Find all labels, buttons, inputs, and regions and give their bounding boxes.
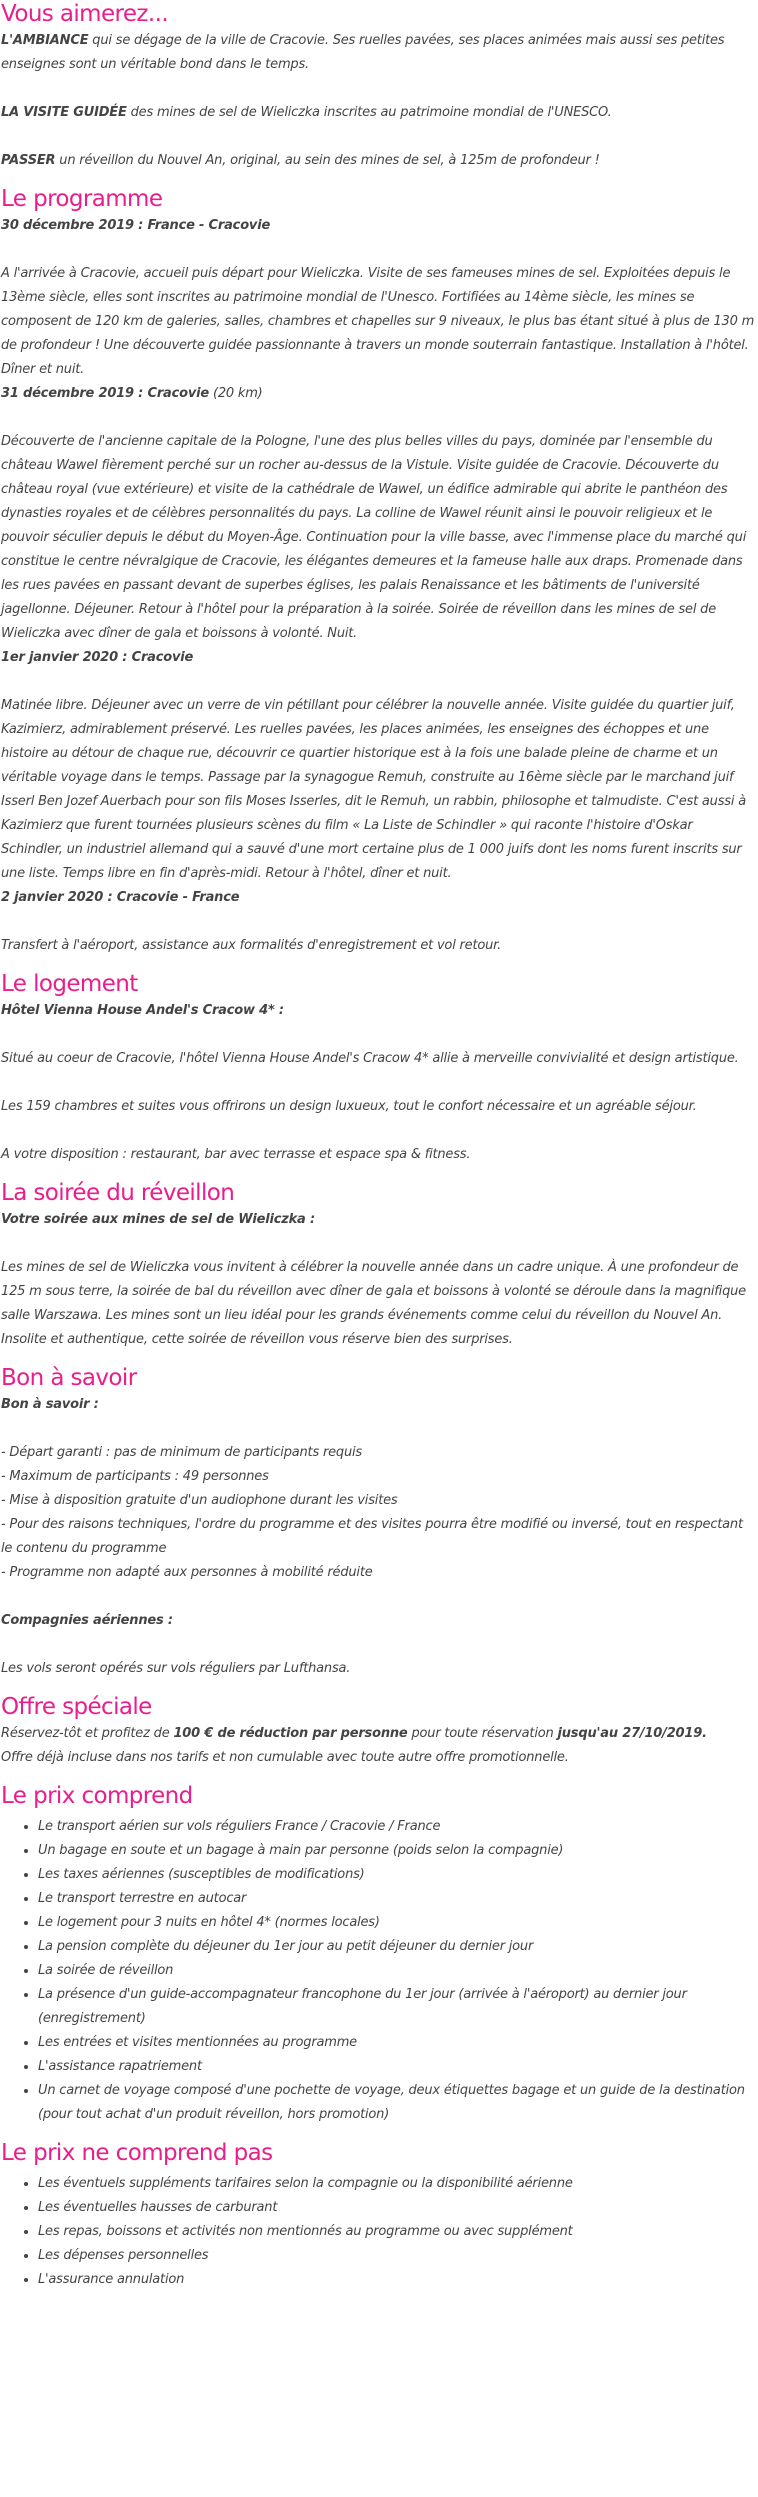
list-item: • L'assistance rapatriement — [38, 2055, 758, 2079]
ambiance-lead: L'AMBIANCE — [1, 33, 89, 48]
list-item: • Les dépenses personnelles — [38, 2244, 758, 2268]
list-item: • Les éventuels suppléments tarifaires selon la compagnie ou la disponibilité aérienne — [38, 2172, 758, 2196]
list-item: • Le logement pour 3 nuits en hôtel 4* (normes locales) — [38, 1911, 758, 1935]
day-heading: 1er janvier 2020 : Cracovie — [1, 650, 194, 665]
savoir-item: - Départ garanti : pas de minimum de participants requis — [1, 1445, 362, 1460]
list-item: • Les repas, boissons et activités non mentionnés au programme ou avec supplément — [38, 2220, 758, 2244]
list-item: • Un bagage en soute et un bagage à main par personne (poids selon la compagnie) — [38, 1839, 758, 1863]
list-item: • La présence d'un guide-accompagnateur francophone du 1er jour (arrivée à l'aéroport) au dernier jour (enregistrement) — [38, 1983, 758, 2031]
soiree-heading: Votre soirée aux mines de sel de Wieliczka : — [1, 1212, 315, 1227]
savoir-item: - Pour des raisons techniques, l'ordre du programme et des visites pourra être modifié ou inversé, tout en respectant le contenu du programme — [1, 1517, 743, 1556]
section-logement — [0, 970, 758, 1167]
list-item: • Le transport terrestre en autocar — [38, 1887, 758, 1911]
section-title: Le programme — [1, 186, 163, 212]
list-item: • Les entrées et visites mentionnées au programme — [38, 2031, 758, 2055]
list-item: • L'assurance annulation — [38, 2268, 758, 2292]
hotel-name: Hôtel Vienna House Andel's Cracow 4* : — [1, 1003, 284, 1018]
list-item: • Les taxes aériennes (susceptibles de modifications) — [38, 1863, 758, 1887]
section-programme — [0, 185, 758, 958]
day-text: Découverte de l'ancienne capitale de la Pologne, l'une des plus belles villes du pays, dominée par l'ensemble du château Wawel fièrement perché sur un rocher au-dessus de la Vistule. Visite guidée de Cracovie. Découverte du château royal (vue extérieure) et visite de la cathédrale de Wawel, un édifice admirable qui abrite le panthéon des dynasties royales et de célèbres personnalités du pays. La colline de Wawel réunit ainsi le pouvoir religieux et le pouvoir séculier depuis le début du Moyen-Âge. Continuation pour la ville basse, avec l'immense place du marché qui constitue le centre névralgique de Cracovie, les élégantes demeures et la fameuse halle aux draps. Promenade dans les rues pavées en passant devant de superbes églises, les palais Renaissance et les bâtiments de l'université jagellonne. Déjeuner. Retour à l'hôtel pour la préparation à la soirée. Soirée de réveillon dans les mines de sel de Wieliczka avec dîner de gala et boissons à volonté. Nuit. — [1, 434, 747, 641]
ambiance-paragraph: L'AMBIANCE qui se dégage de la ville de Cracovie. Ses ruelles pavées, ses places animées mais aussi ses petites enseignes sont un véritable bond dans le temps. — [1, 33, 725, 72]
day-heading: 30 décembre 2019 : France - Cracovie — [1, 218, 271, 233]
section-aimerez — [0, 0, 758, 173]
savoir-item: - Mise à disposition gratuite d'un audiophone durant les visites — [1, 1493, 398, 1508]
offre-line: Réservez-tôt et profitez de 100 € de réduction par personne pour toute réservation jusqu'au 27/10/2019. — [1, 1726, 707, 1741]
offre-amount: 100 € de réduction par personne — [173, 1726, 408, 1741]
section-title: Le logement — [1, 971, 138, 997]
savoir-item: - Maximum de participants : 49 personnes — [1, 1469, 269, 1484]
section-savoir — [0, 1364, 758, 1681]
section-title: Vous aimerez... — [1, 1, 169, 27]
offre-date: jusqu'au 27/10/2019. — [557, 1726, 707, 1741]
passer-lead: PASSER — [1, 153, 56, 168]
list-item: • Un carnet de voyage composé d'une pochette de voyage, deux étiquettes bagage et un guide de la destination (pour tout achat d'un produit réveillon, hors promotion) — [38, 2079, 758, 2127]
visite-lead: LA VISITE GUIDÉE — [1, 105, 127, 120]
list-item: • Le transport aérien sur vols réguliers France / Cracovie / France — [38, 1815, 758, 1839]
list-item: • Les éventuelles hausses de carburant — [38, 2196, 758, 2220]
list-item: • La pension complète du déjeuner du 1er jour au petit déjeuner du dernier jour — [38, 1935, 758, 1959]
hotel-paragraph: Les 159 chambres et suites vous offrirons un design luxueux, tout le confort nécessaire et un agréable séjour. — [1, 1099, 697, 1114]
comprend-list — [0, 1815, 758, 2127]
list-item: • La soirée de réveillon — [38, 1959, 758, 1983]
soiree-text: Les mines de sel de Wieliczka vous invitent à célébrer la nouvelle année dans un cadre unique. À une profondeur de 125 m sous terre, la soirée de bal du réveillon avec dîner de gala et boissons à volonté se déroule dans la magnifique salle Warszawa. Les mines sont un lieu idéal pour les grands événements comme celui du réveillon du Nouvel An. Insolite et authentique, cette soirée de réveillon vous réserve bien des surprises. — [1, 1260, 746, 1347]
compagnies-text: Les vols seront opérés sur vols réguliers par Lufthansa. — [1, 1661, 351, 1676]
savoir-item: - Programme non adapté aux personnes à mobilité réduite — [1, 1565, 373, 1580]
ne-comprend-list — [0, 2172, 758, 2292]
day-text: Matinée libre. Déjeuner avec un verre de vin pétillant pour célébrer la nouvelle année. Visite guidée du quartier juif, Kazimierz, admirablement préservé. Les ruelles pavées, les places animées, les enseignes des échoppes et une histoire au détour de chaque rue, découvrir ce quartier historique est à la fois une balade pleine de charme et un véritable voyage dans le temps. Passage par la synagogue Remuh, construite au 16ème siècle par le marchand juif Isserl Ben Jozef Auerbach pour son fils Moses Isserles, dit le Remuh, un rabbin, philosophe et talmudiste. C'est aussi à Kazimierz que furent tournées plusieurs scènes du film « La Liste de Schindler » qui raconte l'histoire d'Oskar Schindler, un industriel allemand qui a sauvé d'une mort certaine plus de 1 000 juifs dont les noms furent inscrits sur une liste. Temps libre en fin d'après-midi. Retour à l'hôtel, dîner et nuit. — [1, 698, 746, 881]
hotel-paragraph: A votre disposition : restaurant, bar avec terrasse et espace spa & fitness. — [1, 1147, 471, 1162]
section-title: Le prix ne comprend pas — [1, 2140, 273, 2166]
section-soiree — [0, 1179, 758, 1352]
visite-paragraph: LA VISITE GUIDÉE des mines de sel de Wieliczka inscrites au patrimoine mondial de l'UNESCO. — [1, 105, 612, 120]
day-text: Transfert à l'aéroport, assistance aux formalités d'enregistrement et vol retour. — [1, 938, 502, 953]
offre-note: Offre déjà incluse dans nos tarifs et non cumulable avec toute autre offre promotionnelle. — [1, 1750, 569, 1765]
section-title: La soirée du réveillon — [1, 1180, 235, 1206]
day-text: A l'arrivée à Cracovie, accueil puis départ pour Wieliczka. Visite de ses fameuses mines de sel. Exploitées depuis le 13ème siècle, elles sont inscrites au patrimoine mondial de l'Unesco. Fortifiées au 14ème siècle, les mines se composent de 120 km de galeries, salles, chambres et chapelles sur 9 niveaux, le plus bas étant situé à plus de 130 m de profondeur ! Une découverte guidée passionnante à travers un monde souterrain fantastique. Installation à l'hôtel. Dîner et nuit. — [1, 266, 755, 377]
section-ne-comprend — [0, 2139, 758, 2292]
savoir-heading: Bon à savoir : — [1, 1397, 99, 1412]
hotel-paragraph: Situé au coeur de Cracovie, l'hôtel Vienna House Andel's Cracow 4* allie à merveille convivialité et design artistique. — [1, 1051, 739, 1066]
day-heading: 31 décembre 2019 : Cracovie (20 km) — [1, 386, 263, 401]
day-heading: 2 janvier 2020 : Cracovie - France — [1, 890, 240, 905]
passer-paragraph: PASSER un réveillon du Nouvel An, original, au sein des mines de sel, à 125m de profondeur ! — [1, 153, 600, 168]
section-title: Bon à savoir — [1, 1365, 137, 1391]
section-comprend — [0, 1782, 758, 2127]
compagnies-heading: Compagnies aériennes : — [1, 1613, 173, 1628]
section-title: Offre spéciale — [1, 1694, 152, 1720]
section-title: Le prix comprend — [1, 1783, 193, 1809]
section-offre — [0, 1693, 758, 1770]
